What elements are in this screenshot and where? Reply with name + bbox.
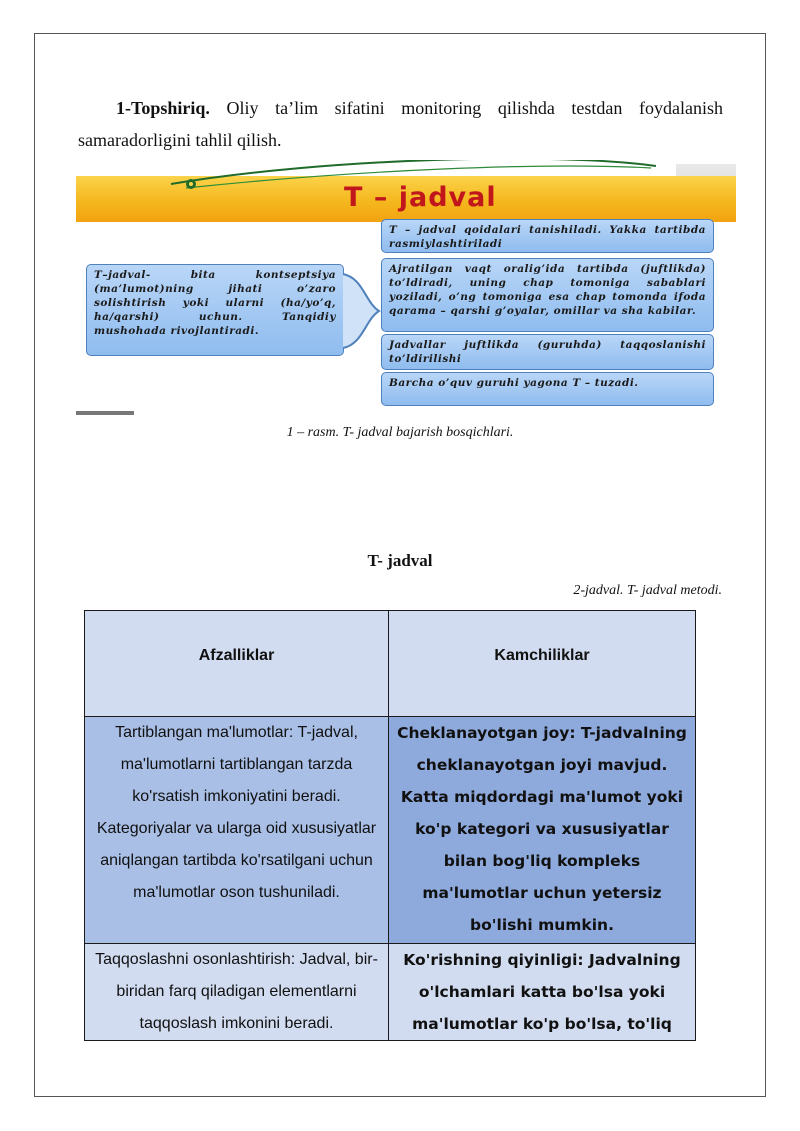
table-row <box>85 944 696 1041</box>
figure-step-4: Barcha o’quv guruhi yagona T – tuzadi. <box>381 372 714 406</box>
disadvantage-cell: Ko'rishning qiyinligi: Jadvalning o'lchamlari katta bo'lsa yoki ma'lumotlar ko'p bo'lsa, to'liq <box>389 944 696 1041</box>
figure-t-jadval-steps <box>76 160 736 418</box>
table-row <box>85 717 696 944</box>
figure-step-2: Ajratilgan vaqt oralig’ida tartibda (juftlikda) to’ldiradi, uning chap tomoniga sabablari yoziladi, o’ng tomoniga esa chap tomonda ifoda qarama – qarshi g’oyalar, omillar va sha kabilar. <box>381 258 714 332</box>
arrow-right-icon <box>341 264 383 358</box>
task-paragraph <box>78 92 723 156</box>
advantage-cell: Tartiblangan ma'lumotlar: T-jadval, ma'lumotlarni tartiblangan tarzda ko'rsatish imkoniyatini beradi. Kategoriyalar va ularga oid xususiyatlar aniqlangan tartibda ko'rsatilgani uchun ma'lumotlar oson tushuniladi. <box>85 717 389 944</box>
t-jadval-table <box>84 610 696 1041</box>
figure-definition-box: T–jadval- bita kontseptsiya (ma’lumot)ning jihati o’zaro solishtirish yoki ularni (ha/yo’q, ha/qarshi) uchun. Tanqidiy mushohada rivojlantiradi. <box>86 264 344 356</box>
task-text: Oliy ta’lim sifatini monitoring qilishda testdan foydalanish samaradorligini tahlil qilish. <box>78 98 723 150</box>
table-header-row <box>85 611 696 717</box>
task-label: 1-Topshiriq. <box>116 98 210 118</box>
figure-step-3: Jadvallar juftlikda (guruhda) taqqoslanishi to’ldirilishi <box>381 334 714 370</box>
header-afzalliklar: Afzalliklar <box>85 611 389 717</box>
advantage-cell: Taqqoslashni osonlashtirish: Jadval, bir-biridan farq qiladigan elementlarni taqqoslash imkonini beradi. <box>85 944 389 1041</box>
figure-step-1: T – jadval qoidalari tanishiladi. Yakka tartibda rasmiylashtiriladi <box>381 219 714 253</box>
table-caption: 2-jadval. T- jadval metodi. <box>573 583 722 598</box>
table-title: T- jadval <box>367 551 433 570</box>
header-kamchiliklar: Kamchiliklar <box>389 611 696 717</box>
disadvantage-cell: Cheklanayotgan joy: T-jadvalning cheklanayotgan joyi mavjud. Katta miqdordagi ma'lumot yoki ko'p kategori va xususiyatlar bilan bog'liq kompleks ma'lumotlar uchun yetersiz bo'lishi mumkin. <box>389 717 696 944</box>
figure-caption: 1 – rasm. T- jadval bajarish bosqichlari. <box>286 425 514 440</box>
figure-title: T – jadval <box>344 182 497 213</box>
figure-underline <box>76 411 134 415</box>
